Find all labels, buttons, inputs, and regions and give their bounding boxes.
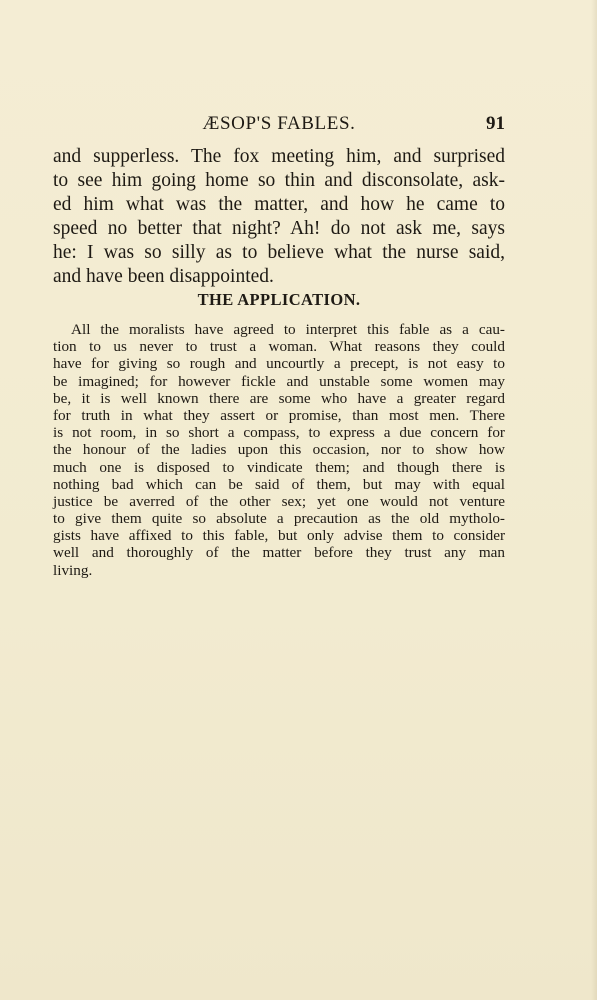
application-text (53, 321, 505, 579)
page-number: 91 (486, 113, 505, 134)
fable-line: ed him what was the matter, and how he came to (53, 194, 505, 215)
application-heading: THE APPLICATION. (197, 290, 361, 309)
fable-line: he: I was so silly as to believe what the nurse said, (53, 242, 505, 263)
fable-line: speed no better that night? Ah! do not ask me, says (53, 218, 505, 239)
application-line: tion to us never to trust a woman. What reasons they could (53, 338, 505, 356)
application-line: nothing bad which can be said of them, but may with equal (53, 475, 505, 493)
application-line: be, it is well known there are some who have a greater regard (53, 389, 505, 407)
fable-line: to see him going home so thin and disconsolate, ask- (53, 170, 505, 191)
application-line: be imagined; for however fickle and unstable some women may (53, 372, 505, 390)
application-line: All the moralists have agreed to interpret this fable as a cau- (71, 321, 505, 338)
fable-text (53, 145, 505, 289)
fable-line: and supperless. The fox meeting him, and surprised (53, 146, 505, 167)
application-line: living. (53, 561, 93, 579)
application-line: have for giving so rough and uncourtly a precept, is not easy to (53, 355, 505, 373)
application-line: gists have affixed to this fable, but only advise them to consider (53, 527, 505, 545)
application-line: is not room, in so short a compass, to express a due concern for (53, 424, 505, 442)
fable-line: and have been disappointed. (53, 266, 274, 287)
application-line: to give them quite so absolute a precaution as the old mytholo- (53, 510, 505, 528)
application-line: justice be averred of the other sex; yet one would not venture (53, 492, 505, 510)
application-line: much one is disposed to vindicate them; and though there is (53, 458, 505, 476)
page-edge-shadow (591, 0, 597, 1000)
application-line: the honour of the ladies upon this occasion, nor to show how (53, 441, 505, 459)
running-title: ÆSOP'S FABLES. (202, 113, 356, 134)
running-head (53, 112, 505, 136)
application-line: well and thoroughly of the matter before they trust any man (53, 544, 505, 562)
application-line: for truth in what they assert or promise, than most men. There (53, 406, 505, 424)
